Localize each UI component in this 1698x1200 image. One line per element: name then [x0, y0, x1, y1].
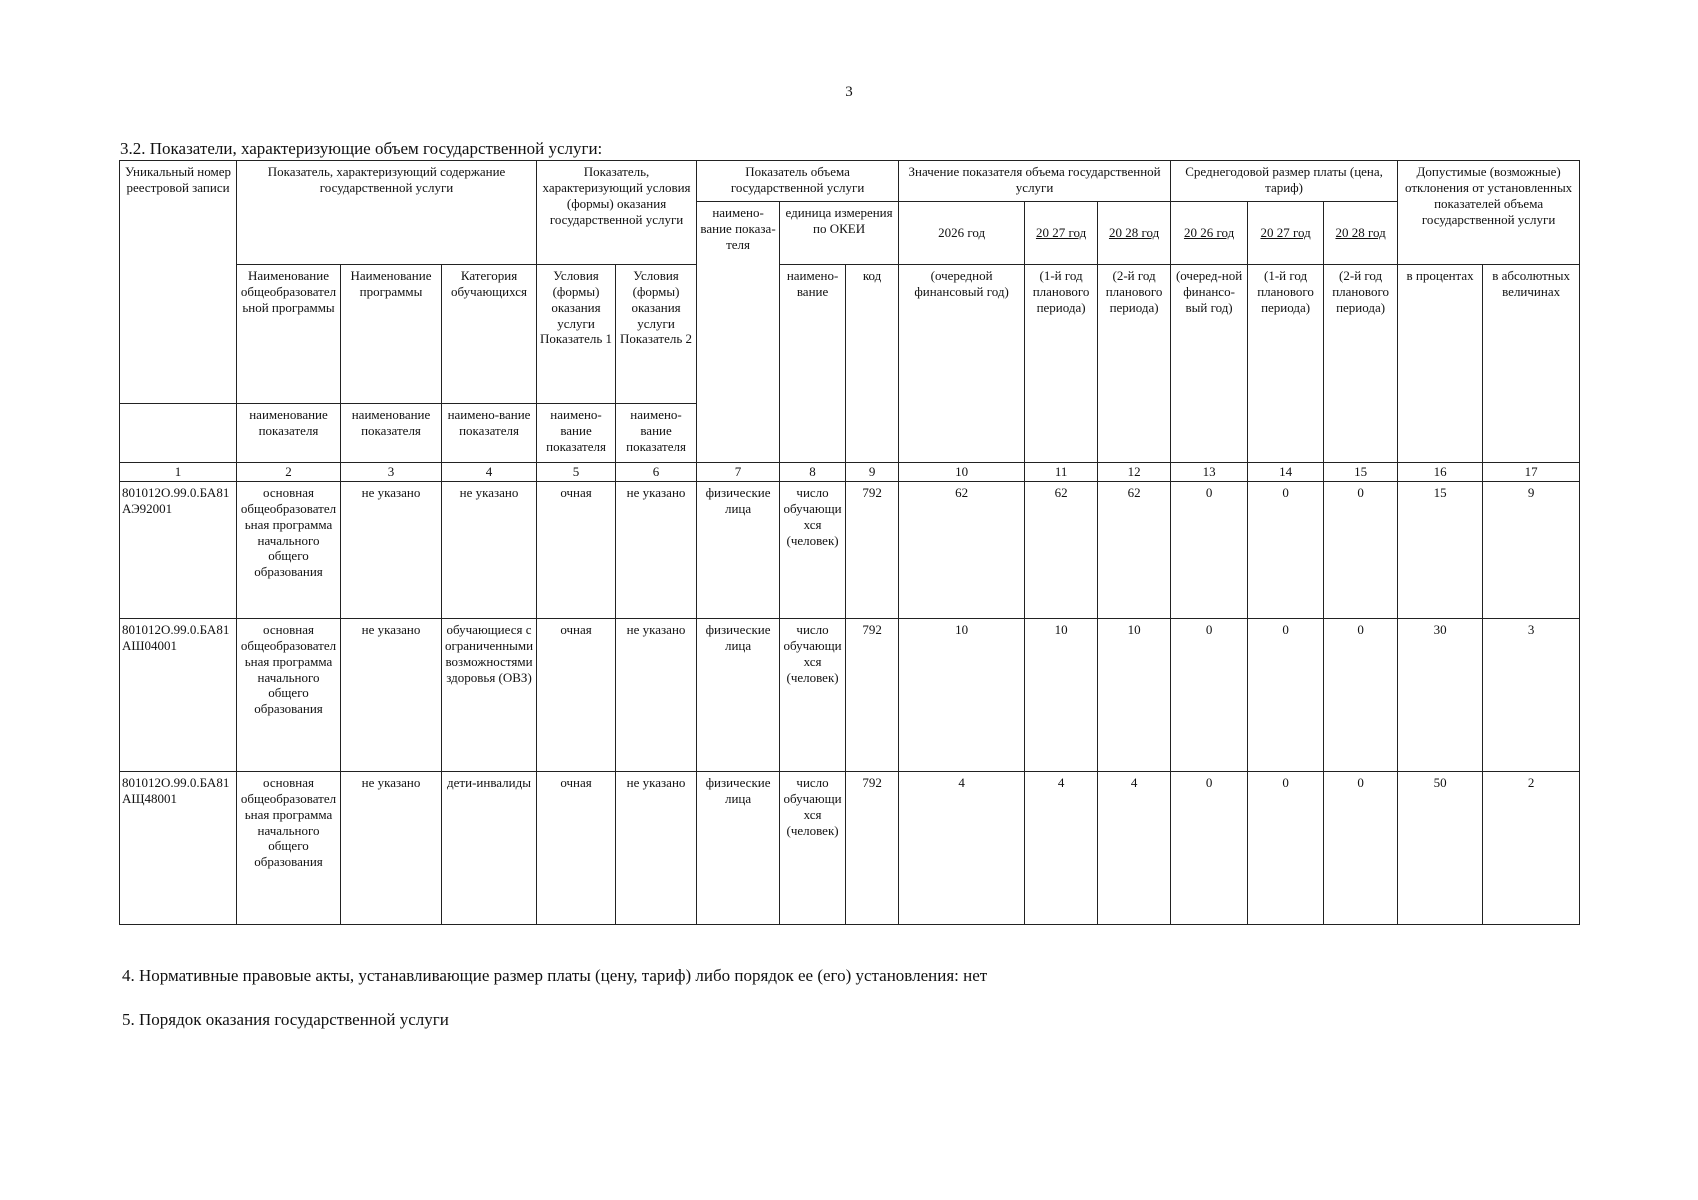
fee-2028-cell: 0 [1324, 772, 1398, 925]
header-indicator-name-3: наименование показателя [341, 404, 442, 463]
column-number: 11 [1025, 463, 1098, 482]
column-number: 3 [341, 463, 442, 482]
deviation-absolute-cell: 9 [1483, 482, 1580, 619]
condition-1-cell: очная [537, 482, 616, 619]
deviation-percent-cell: 50 [1398, 772, 1483, 925]
fee-2026-cell: 0 [1171, 772, 1248, 925]
deviation-percent-cell: 15 [1398, 482, 1483, 619]
value-2028-cell: 4 [1098, 772, 1171, 925]
unit-code-cell: 792 [846, 619, 899, 772]
header-unit-code: код [846, 265, 899, 463]
header-year-2026-fee: 20 26 год [1171, 202, 1248, 265]
registry-code: 801012О.99.0.БА81АЩ48001 [120, 772, 237, 925]
column-number: 16 [1398, 463, 1483, 482]
fee-2027-cell: 0 [1248, 619, 1324, 772]
value-2027-cell: 4 [1025, 772, 1098, 925]
column-number: 2 [237, 463, 341, 482]
header-year-2026-note: (очередной финансовый год) [899, 265, 1025, 463]
registry-code: 801012О.99.0.БА81АЭ92001 [120, 482, 237, 619]
value-2027-cell: 62 [1025, 482, 1098, 619]
fee-2027-cell: 0 [1248, 482, 1324, 619]
column-number: 7 [697, 463, 780, 482]
header-conditions-indicator: Показатель, характеризующий условия (формы) оказания государственной услуги [537, 161, 697, 265]
fee-2028-cell: 0 [1324, 482, 1398, 619]
value-2026-cell: 4 [899, 772, 1025, 925]
header-unique-number: Уникальный номер реестровой записи [120, 161, 237, 404]
unit-code-cell: 792 [846, 482, 899, 619]
column-number: 14 [1248, 463, 1324, 482]
fee-2027-cell: 0 [1248, 772, 1324, 925]
fee-2026-cell: 0 [1171, 619, 1248, 772]
section-title: 3.2. Показатели, характеризующие объем государственной услуги: [120, 139, 603, 158]
condition-1-cell: очная [537, 772, 616, 925]
header-avg-fee: Среднегодовой размер платы (цена, тариф) [1171, 161, 1398, 202]
header-volume-value: Значение показателя объема государственной услуги [899, 161, 1171, 202]
category-cell: не указано [442, 482, 537, 619]
header-indicator-name-6: наимено-вание показателя [616, 404, 697, 463]
column-number-row [120, 463, 1580, 482]
header-condition-2: Условия (формы) оказания услуги Показатель 2 [616, 265, 697, 404]
column-number: 13 [1171, 463, 1248, 482]
program-name-cell: основная общеобразовательная программа начального общего образования [237, 619, 341, 772]
condition-1-cell: очная [537, 619, 616, 772]
header-dev-absolute: в абсолютных величинах [1483, 265, 1580, 463]
value-2028-cell: 62 [1098, 482, 1171, 619]
unit-name-cell: число обучающихся (человек) [780, 482, 846, 619]
volume-indicators-table [119, 160, 1580, 925]
header-year-2028-fee-note: (2-й год планового периода) [1324, 265, 1398, 463]
program-cell: не указано [341, 619, 442, 772]
column-number: 10 [899, 463, 1025, 482]
header-row-3 [120, 265, 1580, 404]
header-unit-okei: единица измерения по ОКЕИ [780, 202, 899, 265]
indicator-cell: физические лица [697, 772, 780, 925]
column-number: 1 [120, 463, 237, 482]
header-condition-1: Условия (формы) оказания услуги Показатель 1 [537, 265, 616, 404]
unit-code-cell: 792 [846, 772, 899, 925]
header-dev-percent: в процентах [1398, 265, 1483, 463]
deviation-absolute-cell: 2 [1483, 772, 1580, 925]
header-volume-name: наимено-вание показа-теля [697, 202, 780, 463]
footer-item-5: 5. Порядок оказания государственной услуги [122, 1010, 449, 1029]
registry-code: 801012О.99.0.БА81АШ04001 [120, 619, 237, 772]
column-number: 8 [780, 463, 846, 482]
column-number: 12 [1098, 463, 1171, 482]
header-year-2028-volume: 20 28 год [1098, 202, 1171, 265]
fee-2026-cell: 0 [1171, 482, 1248, 619]
category-cell: дети-инвалиды [442, 772, 537, 925]
program-cell: не указано [341, 772, 442, 925]
value-2027-cell: 10 [1025, 619, 1098, 772]
header-year-2028-volume-note: (2-й год планового периода) [1098, 265, 1171, 463]
table-row [120, 772, 1580, 925]
header-deviations: Допустимые (возможные) отклонения от установленных показателей объема государственной услуги [1398, 161, 1580, 265]
header-indicator-name-2: наименование показателя [237, 404, 341, 463]
fee-2028-cell: 0 [1324, 619, 1398, 772]
footer-item-4: 4. Нормативные правовые акты, устанавливающие размер платы (цену, тариф) либо порядок ее (его) установления: нет [122, 966, 988, 985]
program-cell: не указано [341, 482, 442, 619]
header-year-2028-fee: 20 28 год [1324, 202, 1398, 265]
header-year-2026-fee-note: (очеред-ной финансо-вый год) [1171, 265, 1248, 463]
column-number: 17 [1483, 463, 1580, 482]
condition-2-cell: не указано [616, 482, 697, 619]
header-program-name: Наименование общеобразовательной программы [237, 265, 341, 404]
header-year-2027-volume: 20 27 год [1025, 202, 1098, 265]
column-number: 6 [616, 463, 697, 482]
header-blank [120, 404, 237, 463]
program-name-cell: основная общеобразовательная программа начального общего образования [237, 772, 341, 925]
header-year-2027-fee-note: (1-й год планового периода) [1248, 265, 1324, 463]
table-row [120, 482, 1580, 619]
category-cell: обучающиеся с ограниченными возможностями здоровья (ОВЗ) [442, 619, 537, 772]
header-row-1 [120, 161, 1580, 202]
column-number: 5 [537, 463, 616, 482]
unit-name-cell: число обучающихся (человек) [780, 619, 846, 772]
header-volume-indicator: Показатель объема государственной услуги [697, 161, 899, 202]
column-number: 9 [846, 463, 899, 482]
table-row [120, 619, 1580, 772]
header-category: Категория обучающихся [442, 265, 537, 404]
deviation-percent-cell: 30 [1398, 619, 1483, 772]
header-year-2027-fee: 20 27 год [1248, 202, 1324, 265]
header-indicator-name-4: наимено-вание показателя [442, 404, 537, 463]
unit-name-cell: число обучающихся (человек) [780, 772, 846, 925]
deviation-absolute-cell: 3 [1483, 619, 1580, 772]
column-number: 15 [1324, 463, 1398, 482]
header-program: Наименование программы [341, 265, 442, 404]
header-unit-name: наимено-вание [780, 265, 846, 463]
value-2026-cell: 62 [899, 482, 1025, 619]
page-number: 3 [845, 84, 853, 100]
indicator-cell: физические лица [697, 482, 780, 619]
indicator-cell: физические лица [697, 619, 780, 772]
header-year-2027-volume-note: (1-й год планового периода) [1025, 265, 1098, 463]
column-number: 4 [442, 463, 537, 482]
header-content-indicator: Показатель, характеризующий содержание государственной услуги [237, 161, 537, 265]
header-indicator-name-5: наимено-вание показателя [537, 404, 616, 463]
program-name-cell: основная общеобразовательная программа начального общего образования [237, 482, 341, 619]
value-2026-cell: 10 [899, 619, 1025, 772]
value-2028-cell: 10 [1098, 619, 1171, 772]
header-year-2026: 2026 год [899, 202, 1025, 265]
condition-2-cell: не указано [616, 619, 697, 772]
condition-2-cell: не указано [616, 772, 697, 925]
